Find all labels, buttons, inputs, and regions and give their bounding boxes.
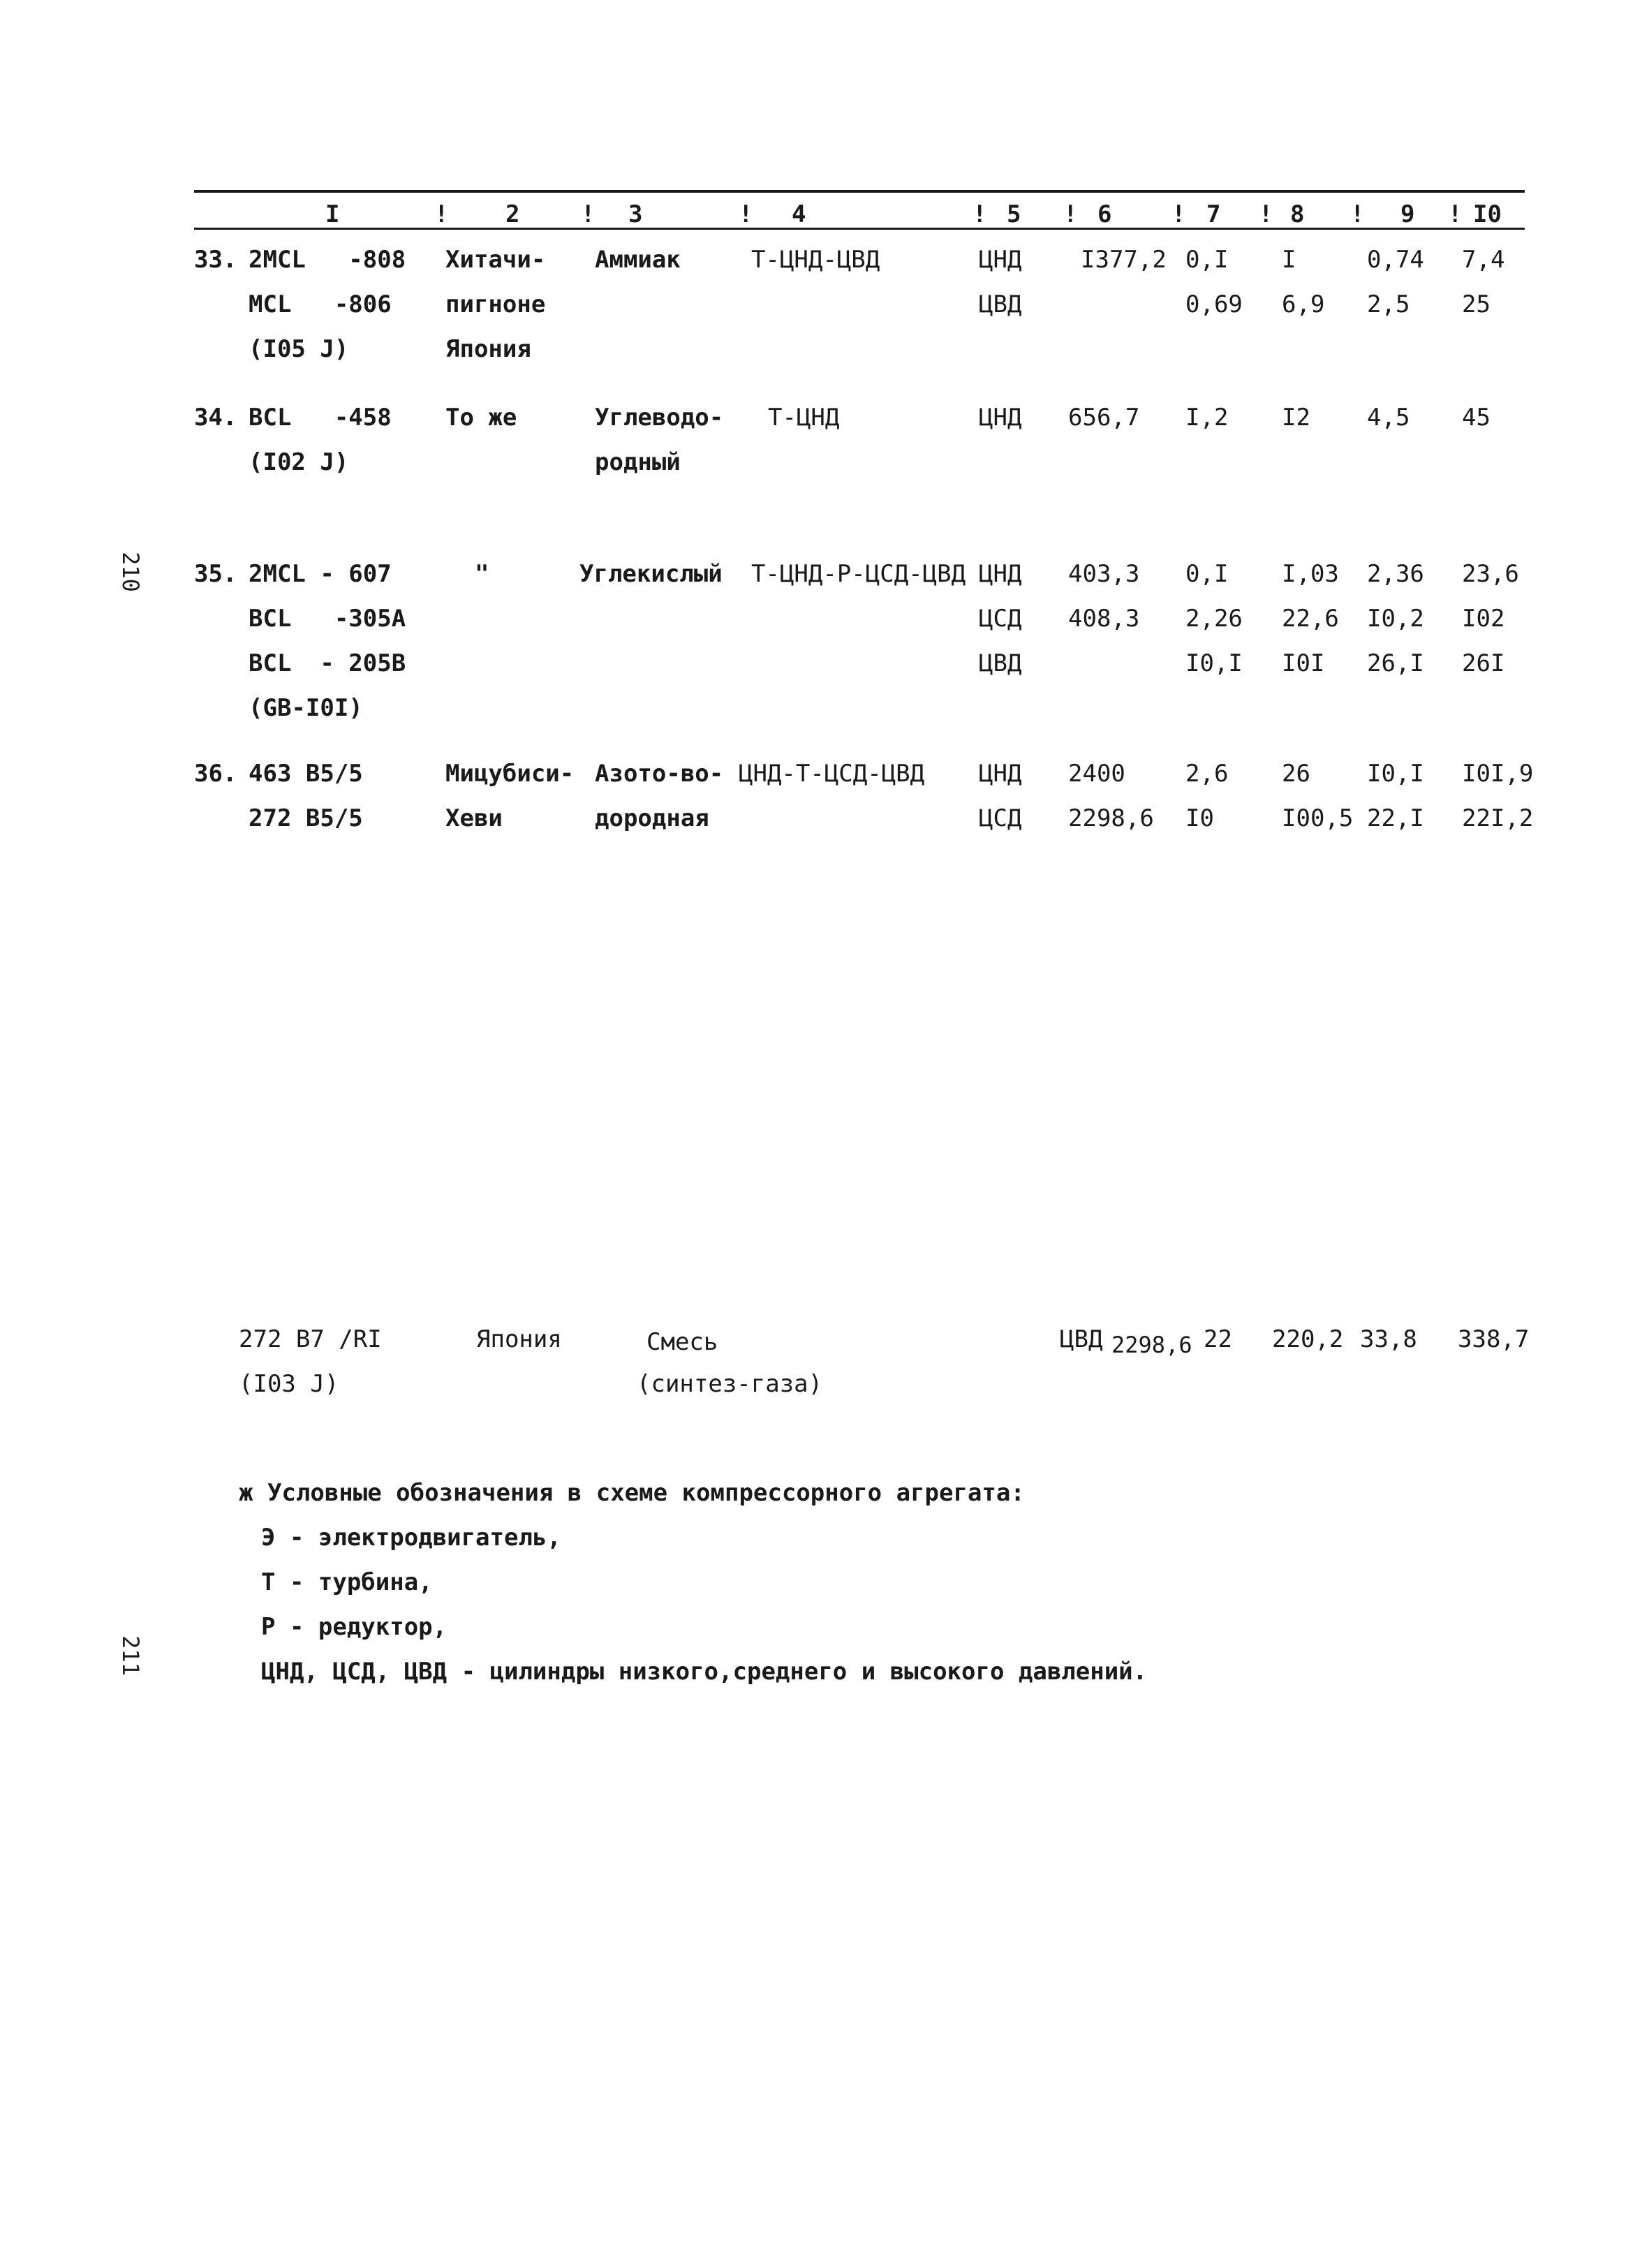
table-cell: I0I [1282, 649, 1325, 677]
table-cell: 7,4 [1462, 246, 1505, 274]
column-separator: ! [1259, 200, 1273, 228]
table-cell: 2298,6 [1111, 1332, 1192, 1358]
table-cell: 26I [1462, 649, 1505, 677]
table-cell: 403,3 [1068, 560, 1140, 588]
column-separator: ! [1063, 200, 1078, 228]
table-cell: 0,I [1185, 560, 1229, 588]
table-cell: 0,69 [1185, 290, 1243, 318]
table-cell: ЦСД [979, 804, 1022, 832]
table-cell: 0,I [1185, 246, 1229, 274]
table-cell: 408,3 [1068, 605, 1140, 633]
footnote-line: Э - электродвигатель, [261, 1524, 561, 1552]
column-separator: ! [1350, 200, 1365, 228]
table-cell: MCL -806 [249, 290, 392, 318]
table-cell: 2400 [1068, 760, 1125, 788]
table-cell: 26 [1282, 760, 1310, 788]
column-separator: ! [581, 200, 596, 228]
column-header: I0 [1473, 200, 1502, 228]
table-cell: Хеви [445, 804, 503, 832]
table-cell: " [475, 560, 489, 588]
table-cell: 4,5 [1367, 404, 1410, 432]
column-separator: ! [434, 200, 449, 228]
table-cell: Хитачи- [445, 246, 546, 274]
row-number: 36. [194, 760, 237, 788]
table-cell: Т-ЦНД [768, 404, 840, 432]
table-cell: (I02 J) [249, 448, 349, 476]
table-cell: ЦНД [979, 404, 1022, 432]
table-cell: 22,I [1367, 804, 1424, 832]
table-cell: I0,I [1185, 649, 1243, 677]
column-separator: ! [973, 200, 987, 228]
row-number: 35. [194, 560, 237, 588]
table-cell: 272 B7 /RI [239, 1325, 382, 1353]
table-cell: То же [445, 404, 517, 432]
table-cell: 2,36 [1367, 560, 1424, 588]
table-cell: 45 [1462, 404, 1491, 432]
table-cell: 0,74 [1367, 246, 1424, 274]
table-cell: 2,26 [1185, 605, 1243, 633]
table-cell: 2MCL - 607 [249, 560, 392, 588]
column-header: 2 [505, 200, 520, 228]
table-cell: BCL -458 [249, 404, 392, 432]
table-cell: ЦВД [979, 649, 1022, 677]
table-cell: ЦНД-Т-ЦСД-ЦВД [739, 760, 925, 788]
table-top-rule [194, 190, 1525, 193]
table-cell: I0 [1185, 804, 1214, 832]
table-cell: I,2 [1185, 404, 1229, 432]
table-cell: 2,6 [1185, 760, 1229, 788]
table-cell: Мицубиси- [445, 760, 575, 788]
column-header: 4 [792, 200, 806, 228]
table-cell: 22,6 [1282, 605, 1339, 633]
column-header: 3 [628, 200, 643, 228]
table-cell: пигноне [445, 290, 546, 318]
table-cell: Смесь [646, 1328, 718, 1356]
table-cell: 220,2 [1272, 1325, 1344, 1353]
row-number: 34. [194, 404, 237, 432]
column-separator: ! [1171, 200, 1186, 228]
table-cell: ЦСД [979, 605, 1022, 633]
table-cell: Азото-во- [595, 760, 724, 788]
table-cell: I2 [1282, 404, 1310, 432]
table-cell: (синтез-газа) [637, 1370, 823, 1398]
table-cell: Углеводо- [595, 404, 724, 432]
table-cell: дородная [595, 804, 709, 832]
table-cell: I377,2 [1081, 246, 1167, 274]
header-bottom-rule [194, 228, 1525, 230]
table-cell: Аммиак [595, 246, 681, 274]
column-header: 9 [1400, 200, 1415, 228]
table-cell: BCL -305A [249, 605, 406, 633]
table-cell: 6,9 [1282, 290, 1325, 318]
table-cell: (I05 J) [249, 335, 349, 363]
table-cell: I,03 [1282, 560, 1339, 588]
table-cell: 2298,6 [1068, 804, 1154, 832]
table-cell: Т-ЦНД-Р-ЦСД-ЦВД [751, 560, 966, 588]
column-header: 7 [1206, 200, 1221, 228]
table-cell: ЦВД [1060, 1325, 1103, 1353]
footnote-line: Т - турбина, [261, 1568, 433, 1596]
table-cell: (GB-I0I) [249, 694, 363, 722]
table-cell: родный [595, 448, 681, 476]
table-cell: I0,I [1367, 760, 1424, 788]
table-cell: 2,5 [1367, 290, 1410, 318]
row-number: 33. [194, 246, 237, 274]
table-cell: BCL - 205B [249, 649, 406, 677]
table-cell: 23,6 [1462, 560, 1519, 588]
column-header: I [325, 200, 340, 228]
table-cell: Углекислый [579, 560, 723, 588]
table-cell: ЦВД [979, 290, 1022, 318]
table-cell: 22I,2 [1462, 804, 1534, 832]
table-cell: ЦНД [979, 246, 1022, 274]
table-cell: ЦНД [979, 560, 1022, 588]
table-cell: 33,8 [1360, 1325, 1417, 1353]
table-cell: Япония [445, 335, 531, 363]
table-cell: 656,7 [1068, 404, 1140, 432]
column-header: 6 [1097, 200, 1112, 228]
table-cell: 22 [1204, 1325, 1232, 1353]
table-cell: I0,2 [1367, 605, 1424, 633]
table-cell: 26,I [1367, 649, 1424, 677]
table-cell: 2MCL -808 [249, 246, 406, 274]
footnote-line: ЦНД, ЦСД, ЦВД - цилиндры низкого,среднего и высокого давлений. [261, 1658, 1148, 1686]
table-cell: 272 B5/5 [249, 804, 363, 832]
page-number: 210 [117, 552, 144, 592]
table-cell: 463 B5/5 [249, 760, 363, 788]
footnote-line: Р - редуктор, [261, 1613, 448, 1641]
table-cell: 338,7 [1458, 1325, 1530, 1353]
table-cell: 25 [1462, 290, 1491, 318]
table-cell: ЦНД [979, 760, 1022, 788]
page-number: 211 [117, 1635, 144, 1676]
column-header: 5 [1007, 200, 1021, 228]
column-separator: ! [739, 200, 753, 228]
column-header: 8 [1290, 200, 1305, 228]
table-cell: I [1282, 246, 1296, 274]
table-cell: (I03 J) [239, 1370, 339, 1398]
table-cell: I00,5 [1282, 804, 1354, 832]
table-cell: I02 [1462, 605, 1505, 633]
column-separator: ! [1448, 200, 1463, 228]
table-cell: Япония [476, 1325, 562, 1353]
table-cell: Т-ЦНД-ЦВД [751, 246, 880, 274]
table-cell: I0I,9 [1462, 760, 1534, 788]
footnote-title: ж Условные обозначения в схеме компрессорного агрегата: [239, 1479, 1025, 1507]
